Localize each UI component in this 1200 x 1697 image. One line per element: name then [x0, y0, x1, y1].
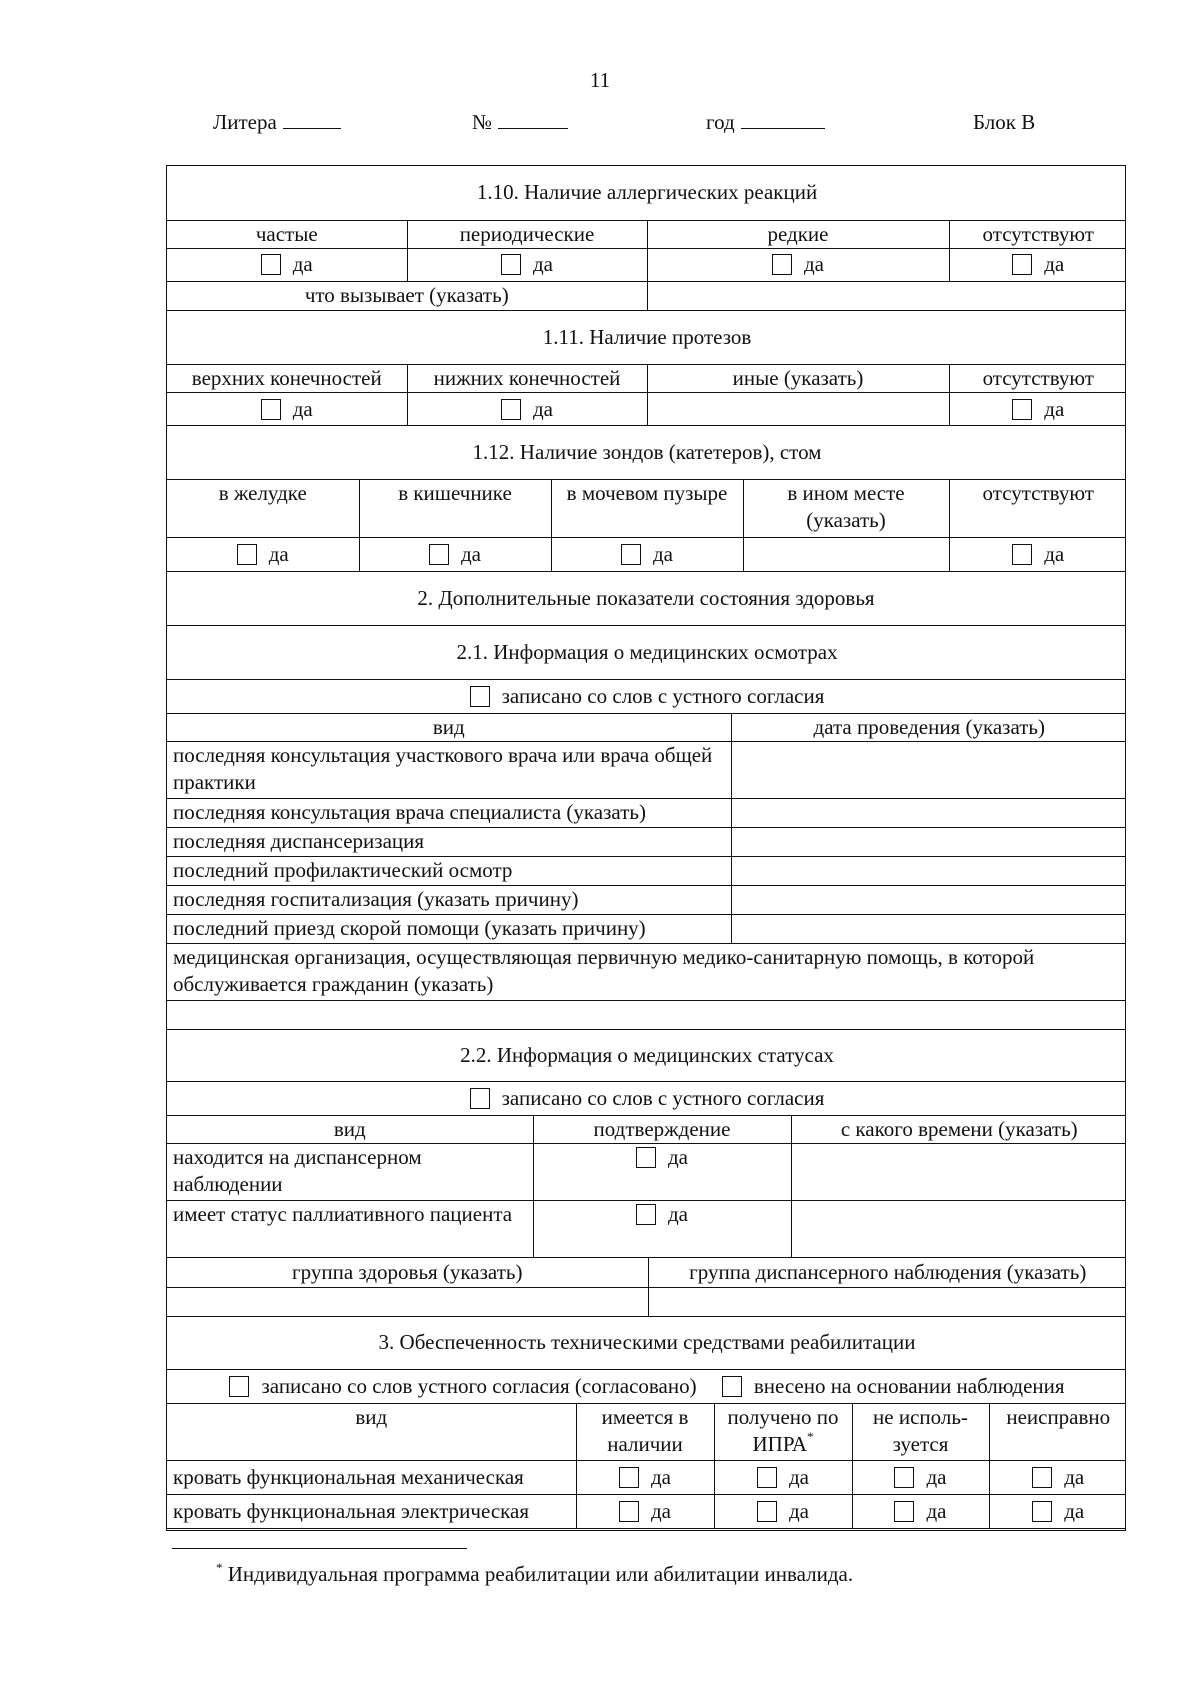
statuses-health-group-input[interactable] — [167, 1287, 648, 1316]
yes-label: да — [650, 1465, 671, 1489]
footnote-mark: * — [216, 1560, 223, 1575]
footnote-separator — [172, 1548, 467, 1549]
exams-row-label: последняя консультация врача специалиста (указать) — [167, 798, 731, 827]
statuses-consent-checkbox[interactable] — [470, 1086, 825, 1110]
statuses-row-label: находится на диспансерном наблюдении — [167, 1144, 533, 1201]
statuses-disp-group-input[interactable] — [648, 1287, 1126, 1316]
exams-org-label: медицинская организация, осуществляющая первичную медико-санитарную помощь, в которой обслуживается гражданин (указать) — [167, 943, 1126, 1000]
rehab-mech-unused-checkbox[interactable] — [894, 1465, 946, 1489]
section2-title: 2. Дополнительные показатели состояния здоровья — [167, 572, 1125, 626]
checkbox-icon — [636, 1147, 656, 1168]
probes-other-input[interactable] — [743, 537, 949, 571]
allergy-absent-checkbox[interactable] — [1012, 252, 1064, 276]
rehab-col-ipra-label: получено по ИПРА — [727, 1405, 839, 1456]
yes-label: да — [532, 252, 553, 276]
rehab-row-label: кровать функциональная механическая — [167, 1461, 576, 1495]
rehab-elec-broken-checkbox[interactable] — [1032, 1499, 1084, 1523]
yes-label: да — [788, 1465, 809, 1489]
exams-row-label: последняя диспансеризация — [167, 827, 731, 856]
yes-label: да — [1044, 252, 1065, 276]
statuses-dispensary-checkbox[interactable] — [636, 1145, 688, 1169]
checkbox-icon — [757, 1467, 777, 1488]
allergy-col-absent: отсутствуют — [949, 220, 1126, 248]
exams-col-date: дата проведения (указать) — [731, 713, 1126, 741]
allergy-cause-input[interactable] — [647, 281, 1126, 310]
allergy-col-periodic: периодические — [407, 220, 647, 248]
litera-blank[interactable] — [283, 110, 341, 129]
checkbox-icon — [619, 1467, 639, 1488]
probes-section — [167, 426, 1125, 572]
probes-col-absent: отсутствуют — [949, 479, 1126, 537]
probes-col-stomach: в желудке — [167, 479, 359, 537]
form-frame — [166, 165, 1126, 1531]
yes-label: да — [667, 1202, 688, 1226]
exams-row-label: последняя госпитализация (указать причину) — [167, 885, 731, 914]
allergy-section — [167, 166, 1125, 311]
exams-row-label: последний профилактический осмотр — [167, 856, 731, 885]
yes-label: да — [460, 541, 481, 566]
checkbox-icon — [261, 254, 281, 275]
rehab-col-have: имеется в наличии — [576, 1404, 714, 1461]
exams-row-date-input[interactable] — [731, 827, 1126, 856]
statuses-col-since: с какого времени (указать) — [791, 1116, 1126, 1144]
probes-stomach-checkbox[interactable] — [237, 542, 289, 566]
rehab-col-unused: не исполь-зуется — [852, 1404, 989, 1461]
probes-intestine-checkbox[interactable] — [429, 542, 481, 566]
litera-field — [213, 110, 341, 135]
exams-section — [167, 626, 1125, 1030]
checkbox-icon — [621, 544, 641, 565]
prostheses-col-lower: нижних конечностей — [407, 365, 647, 393]
yes-label: да — [1044, 541, 1065, 566]
rehab-mech-ipra-checkbox[interactable] — [757, 1465, 809, 1489]
exams-row-label: последний приезд скорой помощи (указать причину) — [167, 914, 731, 943]
rehab-observed-checkbox[interactable] — [722, 1374, 1065, 1398]
rehab-elec-have-checkbox[interactable] — [619, 1499, 671, 1523]
statuses-since-input[interactable] — [791, 1144, 1126, 1201]
statuses-title: 2.2. Информация о медицинских статусах — [167, 1030, 1126, 1082]
statuses-section — [167, 1030, 1125, 1317]
exams-org-input[interactable] — [167, 1000, 1126, 1029]
yes-label: да — [1044, 396, 1065, 421]
allergy-rare-checkbox[interactable] — [772, 252, 824, 276]
checkbox-icon — [229, 1376, 249, 1397]
checkbox-icon — [470, 686, 490, 707]
allergy-col-frequent: частые — [167, 220, 407, 248]
yes-label: да — [268, 541, 289, 566]
statuses-row-label: имеет статус паллиативного пациента — [167, 1201, 533, 1258]
statuses-col-confirm: подтверждение — [533, 1116, 791, 1144]
yes-label: да — [788, 1499, 809, 1523]
exams-row-date-input[interactable] — [731, 914, 1126, 943]
block-label: Блок В — [973, 110, 1036, 134]
statuses-disp-group-label: группа диспансерного наблюдения (указать) — [648, 1258, 1126, 1287]
checkbox-icon — [501, 399, 521, 420]
rehab-consent-checkbox[interactable] — [229, 1374, 696, 1398]
checkbox-icon — [470, 1088, 490, 1109]
year-field — [706, 110, 825, 135]
checkbox-icon — [772, 254, 792, 275]
allergy-col-rare: редкие — [647, 220, 949, 248]
allergy-frequent-checkbox[interactable] — [261, 252, 313, 276]
rehab-row-label: кровать функциональная электрическая — [167, 1495, 576, 1529]
yes-label: да — [926, 1465, 947, 1489]
checkbox-icon — [619, 1501, 639, 1522]
prostheses-absent-checkbox[interactable] — [1012, 397, 1064, 421]
exams-consent-checkbox[interactable] — [470, 684, 825, 708]
checkbox-icon — [1032, 1501, 1052, 1522]
yes-label: да — [803, 252, 824, 276]
rehab-observed-label: внесено на основании наблюдения — [753, 1374, 1065, 1398]
statuses-palliative-checkbox[interactable] — [636, 1202, 688, 1226]
checkbox-icon — [722, 1376, 742, 1397]
prostheses-section — [167, 311, 1125, 427]
allergy-cause-label: что вызывает (указать) — [167, 281, 647, 310]
rehab-mech-have-checkbox[interactable] — [619, 1465, 671, 1489]
yes-label: да — [532, 396, 553, 421]
checkbox-icon — [429, 544, 449, 565]
probes-col-bladder: в мочевом пузыре — [551, 479, 743, 537]
probes-col-intestine: в кишечнике — [359, 479, 551, 537]
checkbox-icon — [1012, 544, 1032, 565]
checkbox-icon — [757, 1501, 777, 1522]
checkbox-icon — [894, 1467, 914, 1488]
checkbox-icon — [1032, 1467, 1052, 1488]
checkbox-icon — [501, 254, 521, 275]
footnote-text: Индивидуальная программа реабилитации или абилитации инвалида. — [227, 1562, 854, 1586]
rehab-section — [167, 1317, 1125, 1530]
statuses-health-group-label: группа здоровья (указать) — [167, 1258, 648, 1287]
rehab-elec-unused-checkbox[interactable] — [894, 1499, 946, 1523]
number-blank[interactable] — [498, 110, 568, 129]
prostheses-title: 1.11. Наличие протезов — [167, 311, 1126, 365]
exams-title: 2.1. Информация о медицинских осмотрах — [167, 626, 1126, 679]
checkbox-icon — [636, 1204, 656, 1225]
allergy-periodic-checkbox[interactable] — [501, 252, 553, 276]
rehab-col-type: вид — [167, 1404, 576, 1461]
rehab-consent-label: записано со слов устного согласия (согласовано) — [261, 1374, 697, 1398]
yes-label: да — [667, 1145, 688, 1169]
exams-row-date-input[interactable] — [731, 741, 1126, 798]
checkbox-icon — [894, 1501, 914, 1522]
exams-row-label: последняя консультация участкового врача или врача общей практики — [167, 741, 731, 798]
statuses-since-input[interactable] — [791, 1201, 1126, 1258]
litera-label: Литера — [213, 110, 277, 134]
number-field — [472, 110, 568, 135]
exams-consent-label: записано со слов с устного согласия — [501, 683, 825, 708]
allergy-title: 1.10. Наличие аллергических реакций — [167, 166, 1126, 220]
probes-bladder-checkbox[interactable] — [621, 542, 673, 566]
yes-label: да — [652, 541, 673, 566]
rehab-title: 3. Обеспеченность техническими средствами реабилитации — [167, 1317, 1126, 1370]
year-blank[interactable] — [741, 110, 825, 129]
exams-row-date-input[interactable] — [731, 856, 1126, 885]
checkbox-icon — [1012, 399, 1032, 420]
probes-title: 1.12. Наличие зондов (катетеров), стом — [167, 426, 1126, 479]
number-label: № — [472, 110, 493, 134]
checkbox-icon — [237, 544, 257, 565]
probes-col-other: в ином месте (указать) — [743, 479, 949, 537]
yes-label: да — [292, 396, 313, 421]
statuses-consent-label: записано со слов с устного согласия — [501, 1086, 825, 1110]
rehab-col-broken: неисправно — [989, 1404, 1126, 1461]
footnote — [216, 1562, 853, 1587]
exams-row-date-input[interactable] — [731, 885, 1126, 914]
checkbox-icon — [1012, 254, 1032, 275]
statuses-col-type: вид — [167, 1116, 533, 1144]
rehab-mech-broken-checkbox[interactable] — [1032, 1465, 1084, 1489]
prostheses-other-input[interactable] — [647, 393, 949, 426]
exams-row-date-input[interactable] — [731, 798, 1126, 827]
yes-label: да — [292, 252, 313, 276]
yes-label: да — [650, 1499, 671, 1523]
prostheses-col-absent: отсутствуют — [949, 365, 1126, 393]
yes-label: да — [926, 1499, 947, 1523]
probes-absent-checkbox[interactable] — [1012, 542, 1064, 566]
prostheses-upper-checkbox[interactable] — [261, 397, 313, 421]
prostheses-col-other: иные (указать) — [647, 365, 949, 393]
section2-header — [167, 572, 1125, 627]
rehab-col-ipra — [714, 1404, 852, 1461]
footnote-ref-mark: * — [807, 1429, 814, 1444]
prostheses-lower-checkbox[interactable] — [501, 397, 553, 421]
yes-label: да — [1064, 1465, 1085, 1489]
year-label: год — [706, 110, 735, 134]
prostheses-col-upper: верхних конечностей — [167, 365, 407, 393]
rehab-elec-ipra-checkbox[interactable] — [757, 1499, 809, 1523]
yes-label: да — [1064, 1499, 1085, 1523]
exams-col-type: вид — [167, 713, 731, 741]
checkbox-icon — [261, 399, 281, 420]
page-number: 11 — [589, 68, 611, 92]
